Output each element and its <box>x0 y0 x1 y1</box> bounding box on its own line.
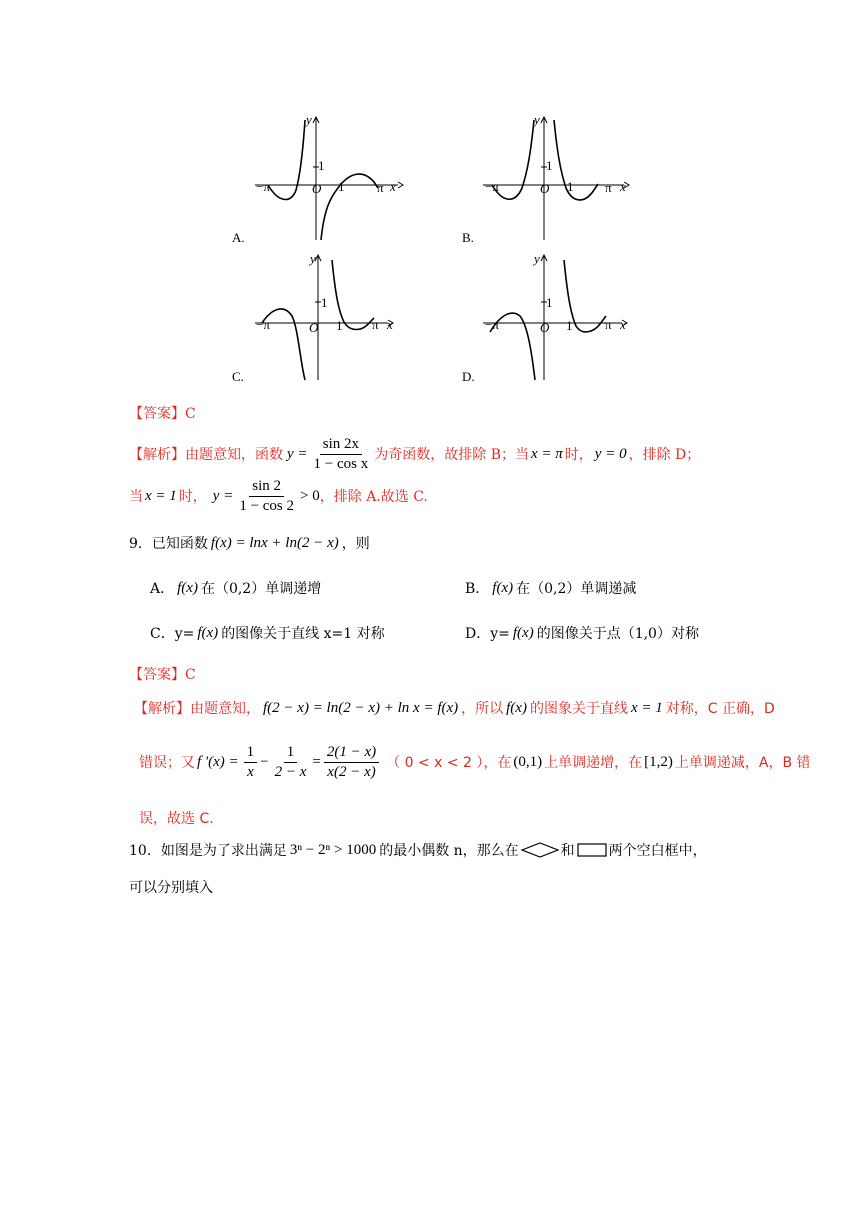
q8-line2-a: 当 <box>129 489 143 505</box>
q10-inequality: 3ⁿ − 2ⁿ > 1000 <box>289 841 377 858</box>
q8-fraction-den: 1 − cos x <box>313 455 369 472</box>
q9-option-b-text: 在（0,2）单调递减 <box>516 581 637 597</box>
q8-analysis-text1: 由题意知，函数 <box>185 447 283 463</box>
q9-interval2: [1,2) <box>644 753 673 770</box>
graph-d-y: y <box>534 251 540 266</box>
graph-b <box>478 110 638 245</box>
q8-fraction2-num: sin 2 <box>249 478 284 497</box>
q8-y-zero: y = 0 <box>594 445 627 462</box>
q8-analysis-line2 <box>129 478 428 514</box>
q9-option-b <box>465 578 636 598</box>
q9-analysis2-text3: 上单调递减，A，B 错 <box>674 755 811 771</box>
q10-stem-c: 和 <box>560 843 575 859</box>
q8-line2-c: ，排除 A.故选 C. <box>319 489 428 505</box>
q9-eq: = <box>312 753 321 770</box>
q8-line2-b: 时， <box>178 489 207 505</box>
q9-answer <box>129 664 196 684</box>
rectangle-blank-icon <box>577 843 607 857</box>
graph-b-y: y <box>534 112 540 127</box>
graph-d-negpi: −π <box>485 317 499 332</box>
q8-fraction-num: sin 2x <box>320 436 362 455</box>
q8-y-eq-2: y = <box>212 487 234 504</box>
graph-a-y: y <box>306 112 312 127</box>
q9-range: （ 0 < x < 2 ），在 <box>386 755 512 771</box>
q9-analysis2-fprime: f '(x) = <box>197 753 239 770</box>
graph-c-one: 1 <box>321 295 328 310</box>
graph-c-label: C. <box>232 369 244 384</box>
graph-c-negpi: −π <box>256 317 270 332</box>
q9-analysis-text1: 由题意知， <box>190 701 260 717</box>
q9-function: f(x) = lnx + ln(2 − x) <box>210 534 339 551</box>
q9-analysis-text4: 对称，C 正确，D <box>665 701 775 717</box>
q9-option-a-label: A． <box>150 581 175 597</box>
q8-analysis-text2: 为奇函数，故排除 B；当 <box>374 447 529 463</box>
q9-analysis2-text1: 错误；又 <box>139 755 195 771</box>
q9-option-c-label: C．y= <box>150 626 195 642</box>
q9-option-b-label: B． <box>465 581 490 597</box>
q9-analysis-tag: 【解析】 <box>134 701 190 717</box>
graph-a <box>250 110 410 245</box>
q9-minus: − <box>260 753 269 770</box>
q8-answer-text: 【答案】C <box>129 406 196 422</box>
q9-frac1-den: x <box>247 763 254 780</box>
q9-frac1-num: 1 <box>244 744 258 763</box>
q10-stem-b: 的最小偶数 n，那么在 <box>379 843 519 859</box>
q9-analysis-eq1: f(2 − x) = ln(2 − x) + ln x = f(x) <box>263 699 459 716</box>
graph-b-one-x: 1 <box>567 179 574 194</box>
q8-y-eq: y = <box>287 445 308 462</box>
q9-analysis-fx: f(x) <box>506 699 527 716</box>
graph-d-pi: π <box>605 317 612 332</box>
q9-frac2 <box>272 744 310 780</box>
q8-fraction <box>311 436 372 472</box>
graph-d-one-x: 1 <box>566 318 573 333</box>
q9-frac3-den: x(2 − x) <box>327 763 376 780</box>
q9-analysis-line2 <box>139 744 811 780</box>
q9-interval1: (0,1) <box>513 753 543 770</box>
q9-frac1 <box>244 744 258 780</box>
q9-analysis-text2: ，所以 <box>461 701 504 717</box>
q9-analysis-text3: 的图象关于直线 <box>529 701 628 717</box>
graph-a-one: 1 <box>318 158 325 173</box>
q9-analysis-line1 <box>134 698 775 718</box>
q8-fraction2-den: 1 − cos 2 <box>239 497 295 514</box>
q9-option-c-text: 的图像关于直线 x=1 对称 <box>221 626 385 642</box>
graph-a-o: O <box>312 181 322 196</box>
q9-analysis3-text: 误，故选 C. <box>139 811 214 827</box>
graph-c <box>250 250 410 385</box>
q9-option-a <box>150 578 321 598</box>
q9-option-d-label: D．y= <box>465 626 510 642</box>
graph-d-o: O <box>540 320 550 335</box>
q8-fraction-2 <box>236 478 297 514</box>
graph-b-label: B. <box>462 230 474 245</box>
graph-b-x: x <box>620 179 626 194</box>
q10-line2-text: 可以分别填入 <box>129 880 213 896</box>
graph-c-x: x <box>387 317 393 332</box>
q10-line2 <box>129 877 213 897</box>
q10-stem-a: 10．如图是为了求出满足 <box>129 843 287 859</box>
q10-stem <box>129 840 707 860</box>
graph-b-negpi: −π <box>485 179 499 194</box>
q9-frac2-num: 1 <box>284 744 298 763</box>
q9-option-c-fx: f(x) <box>197 624 219 641</box>
q8-x-eq-1: x = 1 <box>145 487 177 504</box>
q9-stem-a: 9．已知函数 <box>129 536 208 552</box>
q9-option-b-fx: f(x) <box>492 579 514 596</box>
q9-option-d-fx: f(x) <box>512 624 534 641</box>
q9-stem <box>129 533 370 553</box>
diamond-blank-icon <box>521 842 559 858</box>
graph-d <box>478 250 638 385</box>
graph-d-one: 1 <box>546 295 553 310</box>
graph-a-x: x <box>390 179 396 194</box>
q9-stem-b: ，则 <box>341 536 370 552</box>
q8-answer <box>129 403 196 423</box>
q9-option-d <box>465 623 699 643</box>
q9-frac3-num: 2(1 − x) <box>324 744 379 763</box>
q9-analysis-x1: x = 1 <box>630 699 663 716</box>
graph-a-negpi: −π <box>256 179 270 194</box>
graph-c-y: y <box>310 251 316 266</box>
graph-a-pi: π <box>377 180 384 195</box>
graph-b-one: 1 <box>546 158 553 173</box>
graph-c-o: O <box>309 320 319 335</box>
q8-analysis-tag: 【解析】 <box>129 447 185 463</box>
graph-b-pi: π <box>605 180 612 195</box>
graph-c-pi: π <box>372 317 379 332</box>
q8-when: 时， <box>564 447 593 463</box>
q8-analysis-text3: ，排除 D； <box>628 447 701 463</box>
graph-d-x: x <box>620 317 626 332</box>
q10-stem-d: 两个空白框中， <box>608 843 707 859</box>
q9-option-a-fx: f(x) <box>177 579 198 596</box>
q9-option-a-text: 在（0,2）单调递增 <box>200 581 322 597</box>
graph-d-label: D. <box>462 369 475 384</box>
q8-gt0: > 0 <box>300 487 320 504</box>
q8-x-eq-pi: x = π <box>531 445 563 462</box>
q9-frac3 <box>324 744 379 780</box>
q9-analysis2-text2: 上单调递增，在 <box>544 755 643 771</box>
graph-b-o: O <box>540 181 550 196</box>
graph-c-one-x: 1 <box>336 318 343 333</box>
q9-analysis-line3 <box>139 808 214 828</box>
q8-analysis-line1 <box>129 436 700 472</box>
q9-option-c <box>150 623 385 643</box>
graph-a-label: A. <box>232 230 245 245</box>
q9-answer-text: 【答案】C <box>129 667 196 683</box>
graph-a-one-x: 1 <box>338 179 345 194</box>
q9-frac2-den: 2 − x <box>274 763 307 780</box>
q9-option-d-text: 的图像关于点（1,0）对称 <box>536 626 699 642</box>
